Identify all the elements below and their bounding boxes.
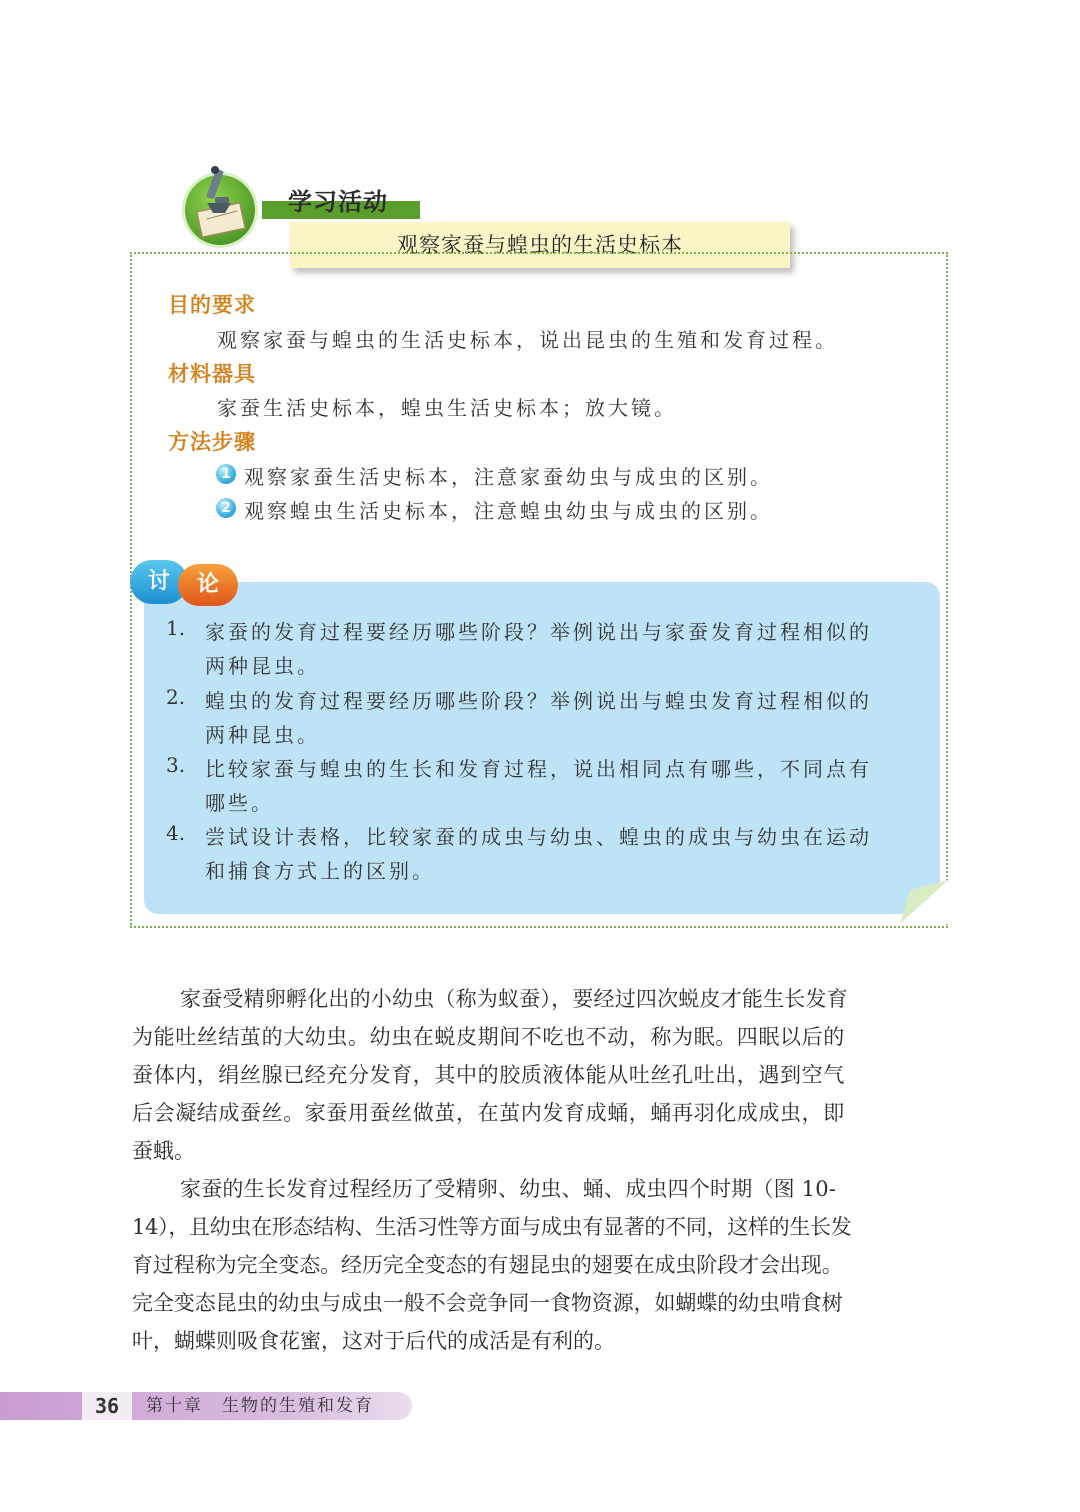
question-line: 和捕食方式上的区别。 [205, 859, 435, 883]
paragraph-line: 叶，蝴蝶则吸食花蜜，这对于后代的成活是有利的。 [132, 1329, 615, 1353]
question-line: 比较家蚕与蝗虫的生长和发育过程，说出相同点有哪些，不同点有 [205, 757, 872, 781]
section-heading-materials: 材料器具 [168, 362, 256, 386]
question-number: 1. [166, 616, 186, 640]
microscope-icon [185, 175, 255, 245]
section-heading-purpose: 目的要求 [168, 293, 256, 317]
discussion-badge-left: 讨 [130, 560, 188, 604]
question-line: 两种昆虫。 [205, 654, 320, 678]
step-text-2: 观察蝗虫生活史标本，注意蝗虫幼虫与成虫的区别。 [244, 499, 773, 523]
page-number: 36 [94, 1394, 120, 1418]
question-number: 2. [166, 685, 186, 709]
paragraph-line: 育过程称为完全变态。经历完全变态的有翅昆虫的翅要在成虫阶段才会出现。 [132, 1253, 843, 1277]
paragraph-line: 蚕体内，绢丝腺已经充分发育，其中的胶质液体能从吐丝孔吐出，遇到空气 [132, 1063, 845, 1087]
paragraph-line: 为能吐丝结茧的大幼虫。幼虫在蜕皮期间不吃也不动，称为眠。四眠以后的 [132, 1025, 845, 1049]
question-number: 4. [166, 821, 186, 845]
paragraph-line: 后会凝结成蚕丝。家蚕用蚕丝做茧，在茧内发育成蛹，蛹再羽化成成虫，即 [132, 1101, 845, 1125]
question-line: 哪些。 [205, 791, 274, 815]
paragraph-line: 蚕蛾。 [132, 1139, 195, 1163]
section-body-purpose: 观察家蚕与蝗虫的生活史标本，说出昆虫的生殖和发育过程。 [217, 328, 838, 352]
paragraph-line: 14），且幼虫在形态结构、生活习性等方面与成虫有显著的不同，这样的生长发 [132, 1215, 852, 1239]
question-line: 家蚕的发育过程要经历哪些阶段？举例说出与家蚕发育过程相似的 [205, 620, 872, 644]
question-line: 蝗虫的发育过程要经历哪些阶段？举例说出与蝗虫发育过程相似的 [205, 689, 872, 713]
page-fold-icon [900, 880, 948, 924]
question-number: 3. [166, 753, 186, 777]
paragraph-line: 家蚕的生长发育过程经历了受精卵、幼虫、蛹、成虫四个时期（图 10- [180, 1177, 837, 1201]
activity-label: 学习活动 [288, 188, 388, 216]
chapter-title: 第十章 生物的生殖和发育 [146, 1396, 374, 1416]
step-number-1: 1 [216, 464, 236, 484]
step-number-2: 2 [216, 498, 236, 518]
paragraph-line: 完全变态昆虫的幼虫与成虫一般不会竞争同一食物资源，如蝴蝶的幼虫啃食树 [132, 1291, 843, 1315]
activity-title: 观察家蚕与蝗虫的生活史标本 [397, 233, 683, 257]
question-line: 两种昆虫。 [205, 723, 320, 747]
section-heading-steps: 方法步骤 [168, 430, 256, 454]
section-body-materials: 家蚕生活史标本，蝗虫生活史标本；放大镜。 [217, 396, 677, 420]
discussion-badge-right: 论 [178, 564, 238, 606]
step-text-1: 观察家蚕生活史标本，注意家蚕幼虫与成虫的区别。 [244, 465, 773, 489]
question-line: 尝试设计表格，比较家蚕的成虫与幼虫、蝗虫的成虫与幼虫在运动 [205, 825, 872, 849]
paragraph-line: 家蚕受精卵孵化出的小幼虫（称为蚁蚕），要经过四次蜕皮才能生长发育 [180, 987, 848, 1011]
